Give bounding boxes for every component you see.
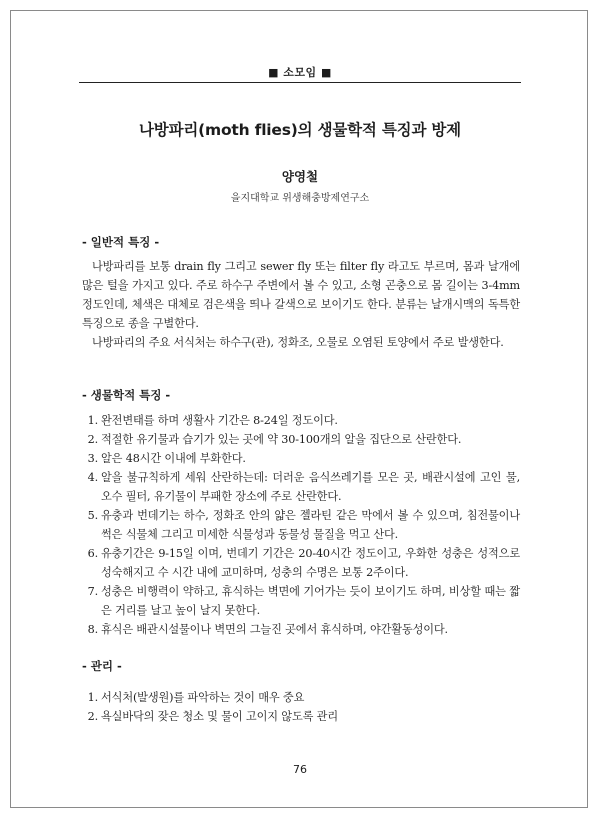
heading-management: - 관리 - (82, 659, 122, 673)
heading-biology: - 생물학적 특징 - (82, 388, 171, 402)
header-divider (79, 82, 521, 83)
list-item-text: 성충은 비행력이 약하고, 휴식하는 벽면에 기어가는 듯이 보이기도 하며, 비상할 때는 짧은 거리를 날고 높이 날지 못한다. (101, 585, 520, 617)
list-item (82, 506, 520, 544)
biology-list (82, 411, 520, 639)
list-item (82, 582, 520, 620)
list-item (82, 544, 520, 582)
list-item-text: 알을 불규칙하게 세워 산란하는데: 더러운 음식쓰레기를 모은 곳, 배관시설에 고인 물, 오수 필터, 유기물이 부패한 장소에 주로 산란한다. (101, 471, 520, 503)
list-item (82, 468, 520, 506)
general-paragraph-2: 나방파리의 주요 서식처는 하수구(관), 정화조, 오물로 오염된 토양에서 주로 발생한다. (92, 336, 504, 349)
list-item-number: 1. (87, 414, 98, 427)
list-item (82, 707, 520, 726)
list-item-text: 휴식은 배관시설물이나 벽면의 그늘진 곳에서 휴식하며, 야간활동성이다. (101, 623, 448, 636)
heading-general: - 일반적 특징 - (82, 235, 160, 249)
list-item-number: 3. (87, 452, 98, 465)
list-item (82, 430, 520, 449)
list-item-text: 완전변태를 하며 생활사 기간은 8-24일 정도이다. (101, 414, 338, 427)
management-list (82, 688, 520, 726)
list-item-text: 유충과 번데기는 하수, 정화조 안의 얇은 젤라틴 같은 막에서 볼 수 있으며, 침전물이나 썩은 식물체 그리고 미세한 식물성과 동물성 물질을 먹고 산다. (101, 509, 520, 541)
author-affiliation: 을지대학교 위생해충방제연구소 (230, 193, 370, 204)
list-item-text: 욕실바닥의 잦은 청소 및 물이 고이지 않도록 관리 (101, 710, 338, 723)
list-item-text: 알은 48시간 이내에 부화한다. (101, 452, 246, 465)
list-item-text: 유충기간은 9-15일 이며, 번데기 기간은 20-40시간 정도이고, 우화한 성충은 성적으로 성숙해지고 수 시간 내에 교미하며, 성충의 수명은 보통 2주이다. (101, 547, 520, 579)
list-item-number: 8. (87, 623, 98, 636)
article-title: 나방파리(moth flies)의 생물학적 특징과 방제 (139, 121, 461, 139)
list-item (82, 411, 520, 430)
list-item (82, 620, 520, 639)
list-item (82, 688, 520, 707)
list-item-number: 2. (87, 433, 98, 446)
list-item-number: 6. (87, 547, 98, 560)
list-item-text: 적절한 유기물과 습기가 있는 곳에 약 30-100개의 알을 집단으로 산란한다. (101, 433, 462, 446)
author-name: 양영철 (281, 169, 319, 184)
list-item-number: 7. (87, 585, 98, 598)
list-item-number: 5. (87, 509, 98, 522)
section-header-label: ■ 소모임 ■ (268, 66, 332, 79)
list-item-text: 서식처(발생원)를 파악하는 것이 매우 중요 (101, 691, 305, 704)
page-number: 76 (293, 763, 307, 776)
list-item-number: 4. (87, 471, 98, 484)
list-item-number: 1. (87, 691, 98, 704)
list-item-number: 2. (87, 710, 98, 723)
list-item (82, 449, 520, 468)
general-paragraph-1: 나방파리를 보통 drain fly 그리고 sewer fly 또는 filter fly 라고도 부르며, 몸과 날개에 많은 털을 가지고 있다. 주로 하수구 주변에서 볼 수 있고, 소형 곤충으로 몸 길이는 3-4mm 정도인데, 체색은 대체로 검은색을 띄나 갈색으로 보이기도 한다. 분류는 날개시맥의 독특한 특징으로 종을 구별한다. (82, 260, 520, 330)
